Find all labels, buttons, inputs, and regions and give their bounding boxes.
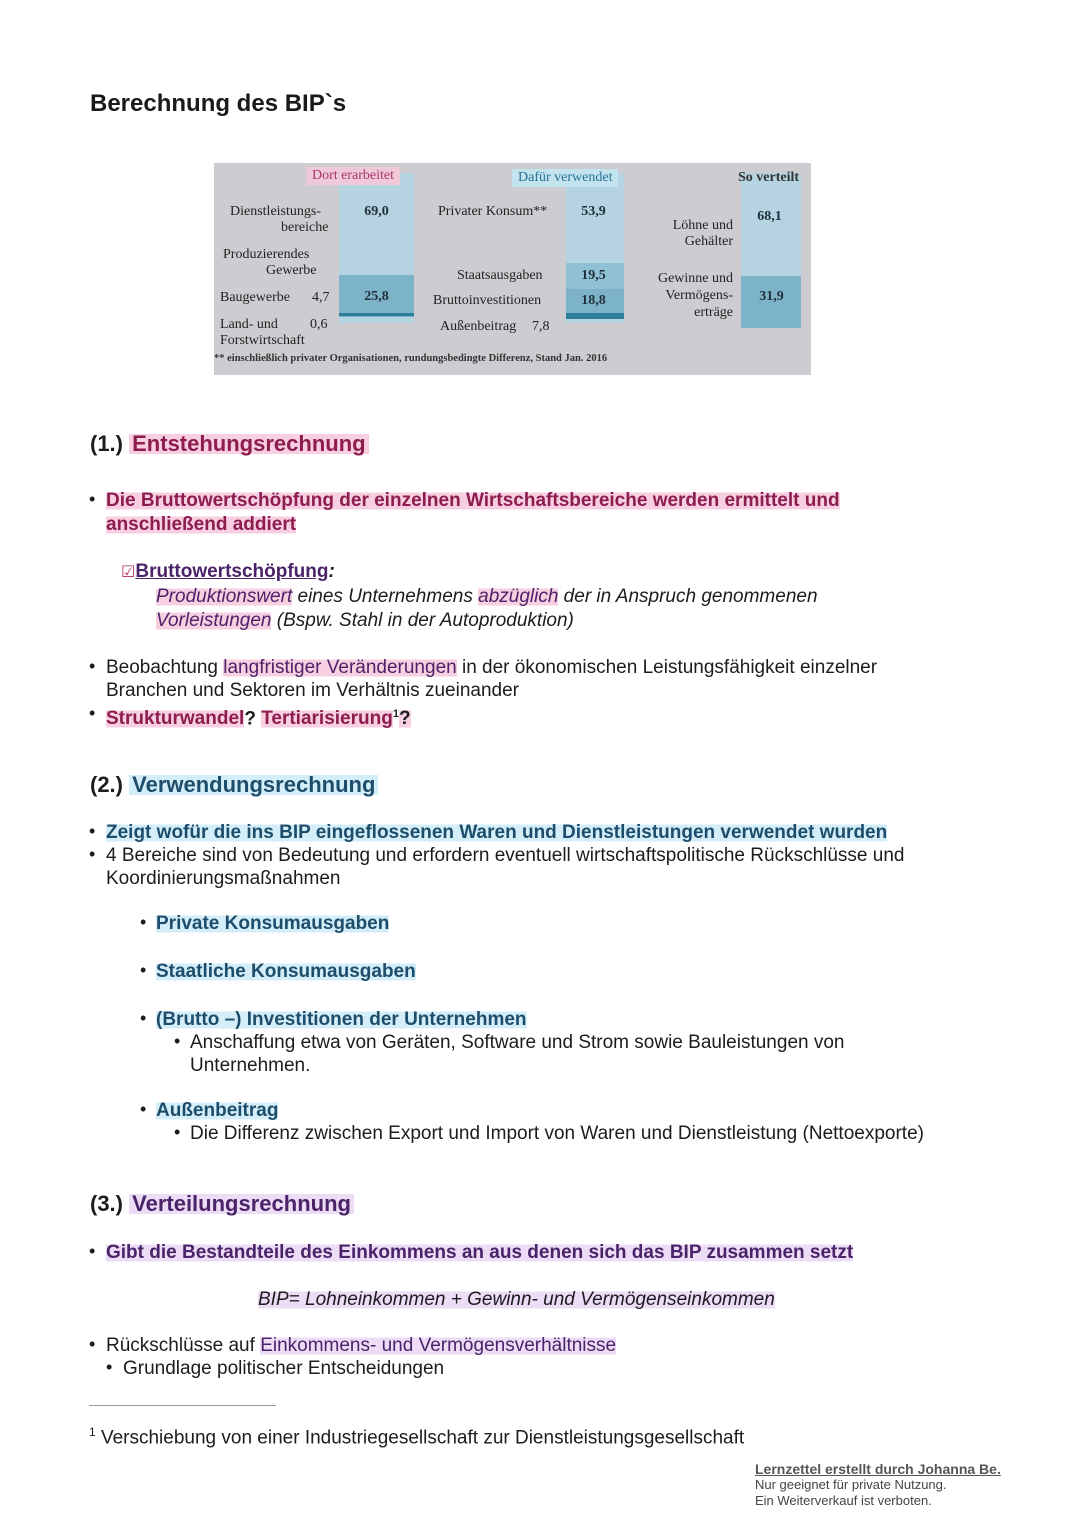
bullet-icon: • <box>89 1334 96 1354</box>
bullet-icon: • <box>140 1008 147 1028</box>
footnote-divider <box>89 1405 276 1406</box>
chart-header-3: So verteilt <box>738 170 800 185</box>
s2-item-4-sub: Die Differenz zwischen Export und Import von Waren und Dienstleistung (Nettoexporte) <box>190 1123 924 1144</box>
bullet-icon: • <box>174 1122 181 1142</box>
s1-b2-text-a: Beobachtung <box>106 657 224 678</box>
s2-item-3-sub-line-2: Unternehmen. <box>190 1055 311 1076</box>
s3-bullet-1 <box>106 1241 853 1264</box>
s2-bullet-2-line-1: 4 Bereiche sind von Bedeutung und erfordern eventuell wirtschaftspolitische Rückschlüsse und <box>106 845 905 866</box>
definition-colon: : <box>328 561 335 582</box>
s3-formula <box>258 1288 775 1311</box>
s2-b1-text: Zeigt wofür die ins BIP eingeflossenen Waren und Dienstleistungen verwendet wurden <box>106 822 888 843</box>
chart-label-dienst-1: Dienstleistungs- <box>230 204 321 219</box>
section-1-title: Entstehungsrechnung <box>129 431 368 456</box>
def-text-3: (Bspw. Stahl in der Autoproduktion) <box>271 610 574 631</box>
s2-item-3-text: (Brutto –) Investitionen der Unternehmen <box>156 1009 527 1030</box>
chart-value-brutto: 18,8 <box>581 293 606 308</box>
chart-label-bau: Baugewerbe <box>220 290 290 305</box>
page-title: Berechnung des BIP`s <box>90 90 347 117</box>
s3-b2-text-a: Rückschlüsse auf <box>106 1335 261 1356</box>
chart-label-loehne-2: Gehälter <box>684 234 733 249</box>
chart-header-1: Dort erarbeitet <box>306 167 400 185</box>
chart-value-konsum: 53,9 <box>581 204 606 219</box>
chart-value-loehne: 68,1 <box>757 209 782 224</box>
s3-b1-text: Gibt die Bestandteile des Einkommens an aus denen sich das BIP zusammen setzt <box>106 1242 854 1263</box>
s1-bullet-2-line-1 <box>106 656 877 679</box>
footnote-text: Verschiebung von einer Industriegesellschaft zur Dienstleistungsgesellschaft <box>100 1427 745 1449</box>
section-2-heading <box>90 772 378 798</box>
s1-bullet-1-text-1: Die Bruttowertschöpfung der einzelnen Wirtschaftsbereiche werden ermittelt und <box>106 490 840 511</box>
bip-chart <box>214 163 811 375</box>
credit-line-2: Nur geeignet für private Nutzung. <box>755 1477 947 1492</box>
bullet-icon: • <box>106 1357 113 1377</box>
s1-b2-text-c: in der ökonomischen Leistungsfähigkeit einzelner <box>456 657 878 678</box>
checkbox-icon: ☑ <box>121 564 136 581</box>
bullet-icon: • <box>89 703 96 723</box>
bullet-icon: • <box>140 960 147 980</box>
section-3-number: (3.) <box>90 1191 123 1216</box>
chart-value-bau: 4,7 <box>312 290 330 305</box>
section-2-title: Verwendungsrechnung <box>129 772 378 797</box>
term-produktionswert: Produktionswert <box>156 586 293 607</box>
chart-label-gewinne-1: Gewinne und <box>657 271 733 286</box>
s1-definition-term-line <box>121 560 335 584</box>
section-1-number: (1.) <box>90 431 123 456</box>
chart-label-brutto: Bruttoinvestitionen <box>433 293 542 308</box>
term-abzueglich: abzüglich <box>478 586 559 607</box>
s1-definition-line-1 <box>156 585 818 608</box>
s2-item-3 <box>156 1008 527 1031</box>
s1-definition-line-2 <box>156 609 574 632</box>
bullet-icon: • <box>174 1031 181 1051</box>
def-text-1: eines Unternehmens <box>292 586 479 607</box>
chart-value-dienst: 69,0 <box>364 204 389 219</box>
bullet-icon: • <box>89 656 96 676</box>
s2-item-1-text: Private Konsumausgaben <box>156 913 390 934</box>
chart-label-gewinne-3: erträge <box>694 305 733 320</box>
credit-line-3: Ein Weiterverkauf ist verboten. <box>755 1493 932 1508</box>
s2-item-2 <box>156 960 416 983</box>
chart-label-staat: Staatsausgaben <box>457 268 543 283</box>
s2-bullet-1 <box>106 821 887 844</box>
def-text-2: der in Anspruch genommenen <box>558 586 818 607</box>
chart-label-aussen: Außenbeitrag <box>440 319 517 334</box>
section-2-number: (2.) <box>90 772 123 797</box>
chart-value-land: 0,6 <box>310 317 328 332</box>
chart-label-prod-2: Gewerbe <box>266 263 317 278</box>
definition-term: Bruttowertschöpfung <box>135 561 329 582</box>
s1-b3-qmark: ? <box>398 708 411 730</box>
chart-value-gewinne: 31,9 <box>759 289 784 304</box>
chart-label-dienst-2: bereiche <box>281 220 329 235</box>
chart-value-staat: 19,5 <box>581 268 606 283</box>
s2-item-2-text: Staatliche Konsumausgaben <box>156 961 416 982</box>
s3-bullet-3: Grundlage politischer Entscheidungen <box>123 1358 445 1379</box>
bullet-icon: • <box>140 912 147 932</box>
s2-item-4-text: Außenbeitrag <box>156 1100 279 1121</box>
s1-bullet-1-line-1 <box>106 489 840 512</box>
s2-item-3-sub-line-1: Anschaffung etwa von Geräten, Software und Strom sowie Bauleistungen von <box>190 1032 845 1053</box>
bullet-icon: • <box>89 844 96 864</box>
chart-bar-aussen <box>566 313 624 319</box>
chart-label-konsum: Privater Konsum** <box>438 204 548 219</box>
chart-footnote: ** einschließlich privater Organisationen, rundungsbedingte Differenz, Stand Jan. 2016 <box>214 353 608 364</box>
s2-item-1 <box>156 912 389 935</box>
s1-bullet-1-text-2: anschließend addiert <box>106 514 297 535</box>
s2-item-4 <box>156 1099 278 1122</box>
section-3-heading <box>90 1191 354 1217</box>
s3-b2-highlight: Einkommens- und Vermögensverhältnisse <box>260 1335 617 1356</box>
chart-label-prod-1: Produzierendes <box>223 247 310 262</box>
bullet-icon: • <box>140 1099 147 1119</box>
bullet-icon: • <box>89 1241 96 1261</box>
s1-b3-sep: ? <box>244 708 262 730</box>
term-strukturwandel: Strukturwandel <box>106 708 245 730</box>
footnote <box>89 1421 744 1449</box>
credit-block <box>755 1461 1001 1509</box>
footnote-number: 1 <box>89 1425 96 1439</box>
chart-label-land-1: Land- und <box>220 317 278 332</box>
term-vorleistungen: Vorleistungen <box>156 610 272 631</box>
chart-label-land-2: Forstwirtschaft <box>220 333 305 348</box>
chart-label-gewinne-2: Vermögens- <box>665 288 733 303</box>
s1-bullet-3 <box>106 703 411 730</box>
s1-b2-highlight: langfristiger Veränderungen <box>223 657 457 678</box>
s2-bullet-2-line-2: Koordinierungsmaßnahmen <box>106 868 341 889</box>
term-tertiarisierung: Tertiarisierung <box>261 708 393 730</box>
chart-header-2: Dafür verwendet <box>512 169 618 187</box>
chart-bar-land <box>339 313 414 316</box>
chart-label-loehne-1: Löhne und <box>672 218 733 233</box>
section-1-heading <box>90 431 369 457</box>
chart-value-aussen: 7,8 <box>532 319 550 334</box>
chart-value-prod: 25,8 <box>364 289 389 304</box>
bullet-icon: • <box>89 489 96 509</box>
bullet-icon: • <box>89 821 96 841</box>
credit-line-1: Lernzettel erstellt durch Johanna Be. <box>755 1461 1001 1477</box>
section-3-title: Verteilungsrechnung <box>129 1191 354 1216</box>
s1-bullet-1-line-2 <box>106 513 296 536</box>
s1-bullet-2-line-2: Branchen und Sektoren im Verhältnis zueinander <box>106 680 519 701</box>
s3-formula-text: BIP= Lohneinkommen + Gewinn- und Vermögenseinkommen <box>258 1289 775 1310</box>
footnote-ref: 1 <box>392 708 399 720</box>
s3-bullet-2 <box>106 1334 616 1357</box>
